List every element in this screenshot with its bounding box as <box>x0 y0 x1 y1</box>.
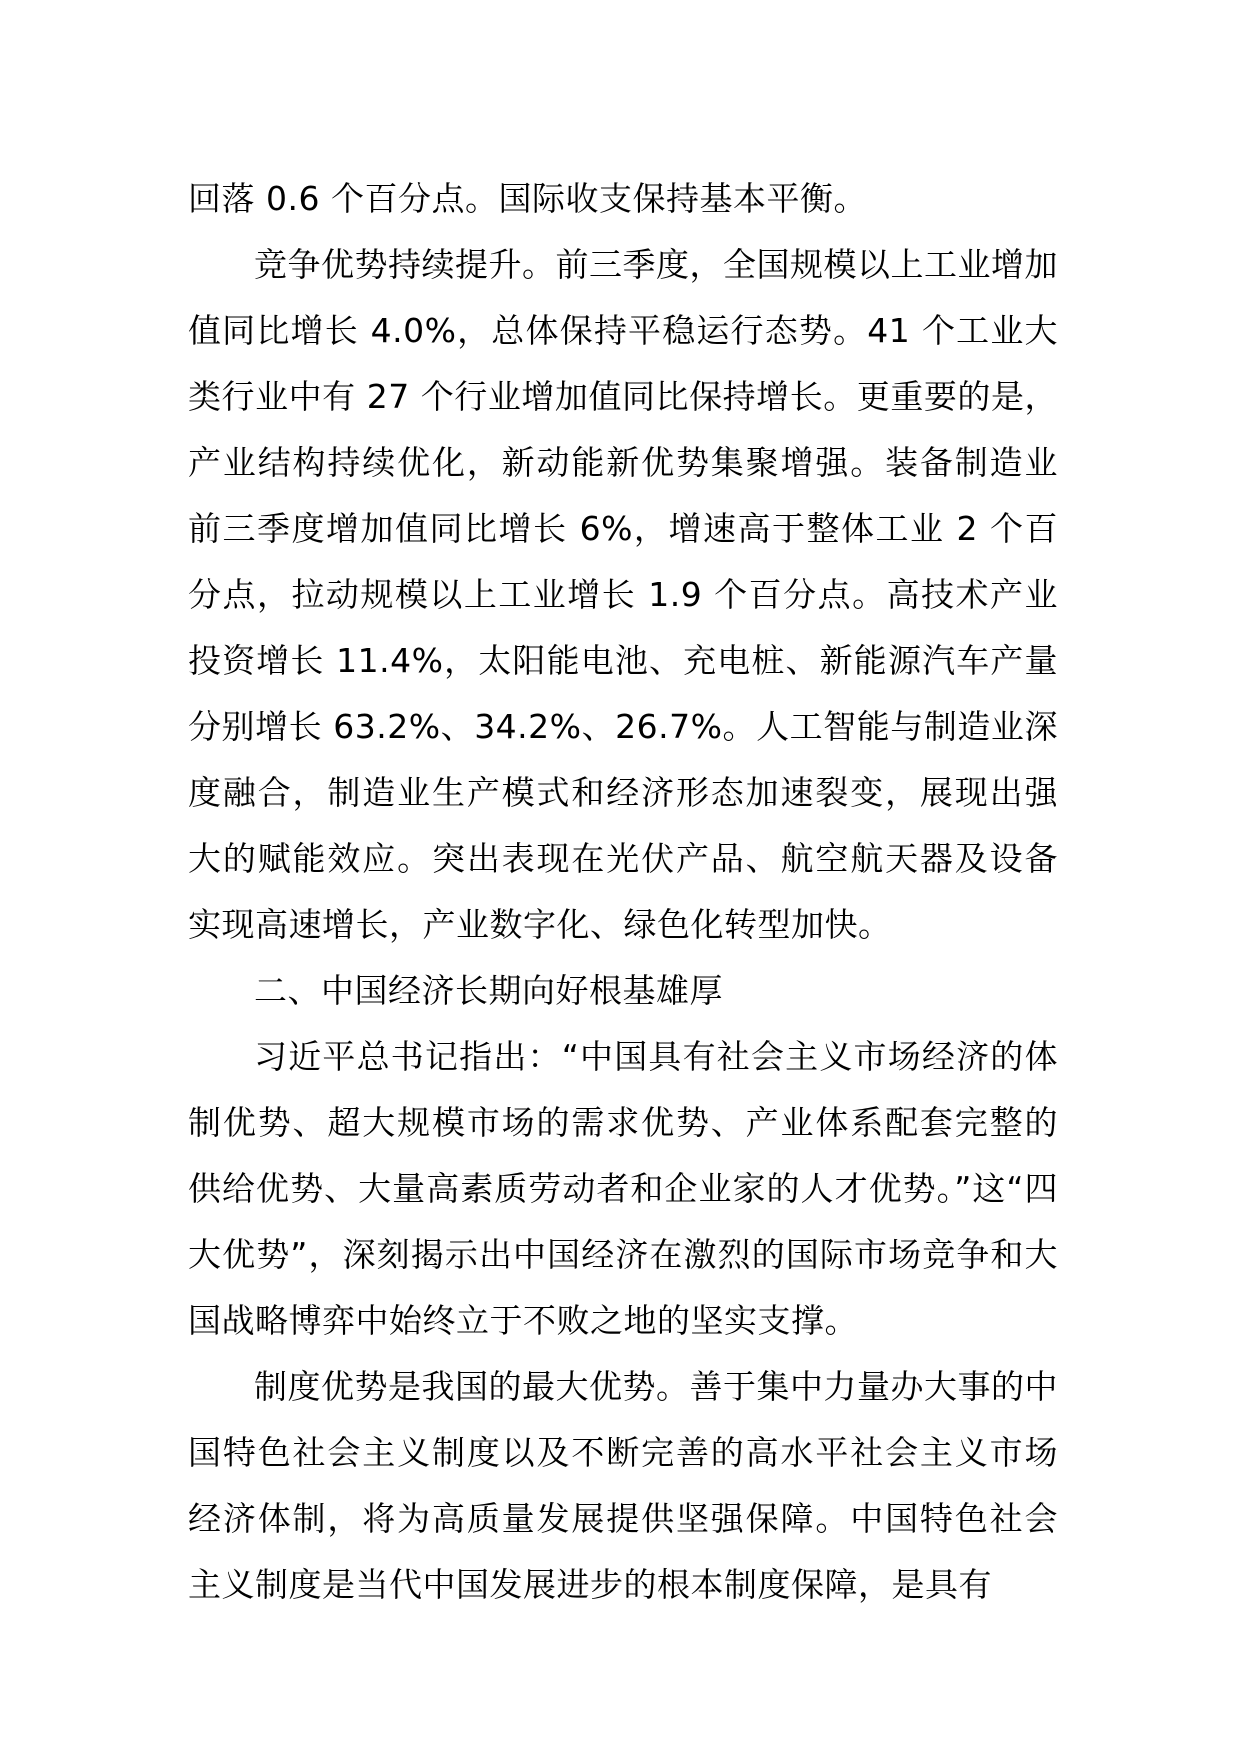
paragraph-competitive-advantage: 竞争优势持续提升。前三季度，全国规模以上工业增加值同比增长 4.0%，总体保持平稳运行态势。41 个工业大类行业中有 27 个行业增加值同比保持增长。更重要的是，产业结构持续优化，新动能新优势集聚增强。装备制造业前三季度增加值同比增长 6%，增速高于整体工业 2 个百分点，拉动规模以上工业增长 1.9 个百分点。高技术产业投资增长 11.4%，太阳能电池、充电桩、新能源汽车产量分别增长 63.2%、34.2%、26.7%。人工智能与制造业深度融合，制造业生产模式和经济形态加速裂变，展现出强大的赋能效应。突出表现在光伏产品、航空航天器及设备实现高速增长，产业数字化、绿色化转型加快。 <box>188 245 1058 944</box>
section-heading: 二、中国经济长期向好根基雄厚 <box>254 971 723 1010</box>
paragraph-institutional-advantage: 制度优势是我国的最大优势。善于集中力量办大事的中国特色社会主义制度以及不断完善的高水平社会主义市场经济体制，将为高质量发展提供坚强保障。中国特色社会主义制度是当代中国发展进步的根本制度保障，是具有 <box>188 1367 1058 1604</box>
paragraph-four-advantages: 习近平总书记指出：“中国具有社会主义市场经济的体制优势、超大规模市场的需求优势、产业体系配套完整的供给优势、大量高素质劳动者和企业家的人才优势。”这“四大优势”，深刻揭示出中国经济在激烈的国际市场竞争和大国战略博弈中始终立于不败之地的坚实支撑。 <box>188 1037 1058 1340</box>
paragraph-continuation: 回落 0.6 个百分点。国际收支保持基本平衡。 <box>188 179 867 218</box>
body-text <box>188 166 1058 1618</box>
